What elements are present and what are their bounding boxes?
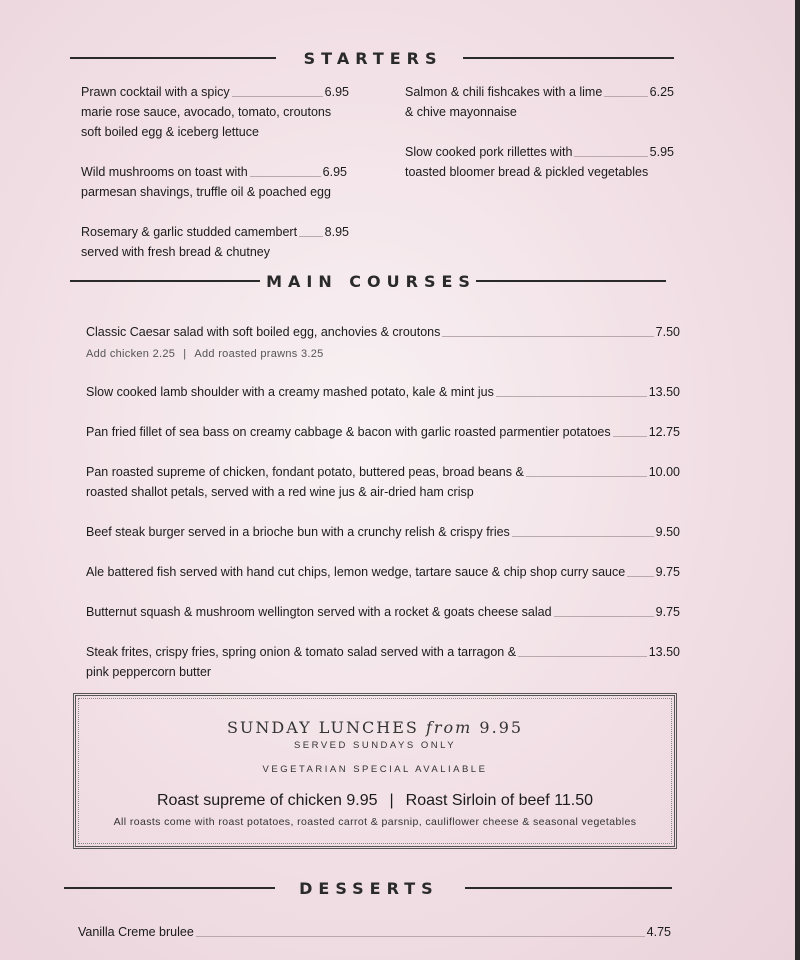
item-description: toasted bloomer bread & pickled vegetables (405, 165, 649, 179)
sunday-from-label: from (425, 718, 473, 737)
item-price: 6.95 (324, 85, 349, 99)
main-item (86, 422, 680, 442)
item-name: Salmon & chili fishcakes with a lime (405, 85, 603, 99)
dot-leader (526, 476, 647, 477)
dot-leader (627, 576, 653, 577)
item-description: soft boiled egg & iceberg lettuce (81, 125, 259, 139)
item-name: Pan fried fillet of sea bass on creamy cabbage & bacon with garlic roasted parmentier potatoes (86, 425, 611, 439)
desserts-heading (64, 876, 672, 900)
main-item (86, 562, 680, 582)
item-description: roasted shallot petals, served with a red wine jus & air-dried ham crisp (86, 485, 474, 499)
dot-leader (442, 336, 653, 337)
item-name: Steak frites, crispy fries, spring onion & tomato salad served with a tarragon & (86, 645, 517, 659)
heading-rule (476, 280, 666, 282)
item-name: Butternut squash & mushroom wellington served with a rocket & goats cheese salad (86, 605, 552, 619)
sunday-roasts (76, 792, 674, 810)
main-item (86, 522, 680, 542)
item-price: 9.75 (655, 565, 680, 579)
item-name: Pan roasted supreme of chicken, fondant potato, buttered peas, broad beans & (86, 465, 524, 479)
heading-rule (64, 887, 275, 889)
heading-rule (465, 887, 672, 889)
sunday-lunch-box (73, 693, 677, 849)
sunday-vegetarian: VEGETARIAN SPECIAL AVALIABLE (262, 764, 488, 775)
sunday-title (76, 718, 674, 737)
sunday-title-text: SUNDAY LUNCHES (226, 718, 419, 737)
starter-item (81, 82, 349, 142)
item-price: 7.50 (655, 325, 680, 339)
dot-leader (512, 536, 654, 537)
item-price: 13.50 (648, 385, 680, 399)
dot-leader (250, 176, 321, 177)
item-description: parmesan shavings, truffle oil & poached egg (81, 185, 331, 199)
main-item (86, 322, 680, 364)
dot-leader (196, 936, 645, 937)
item-name: Classic Caesar salad with soft boiled egg, anchovies & croutons (86, 325, 441, 339)
item-price: 5.95 (649, 145, 674, 159)
item-price: 4.75 (646, 925, 671, 939)
dot-leader (518, 656, 647, 657)
heading-rule (70, 57, 276, 59)
sunday-note: All roasts come with roast potatoes, roasted carrot & parsnip, cauliflower cheese & seasonal vegetables (113, 816, 637, 828)
item-description: served with fresh bread & chutney (81, 245, 270, 259)
item-description: pink peppercorn butter (86, 665, 212, 679)
item-name: Rosemary & garlic studded camembert (81, 225, 298, 239)
main-item (86, 462, 680, 502)
starter-item (405, 142, 674, 182)
starter-item (81, 162, 347, 202)
item-description: marie rose sauce, avocado, tomato, croutons (81, 105, 332, 119)
sunday-from-price: 9.95 (479, 718, 524, 737)
item-price: 13.50 (648, 645, 680, 659)
item-price: 12.75 (648, 425, 680, 439)
addon-chicken: Add chicken 2.25 (86, 348, 176, 360)
roast-chicken: Roast supreme of chicken 9.95 (156, 792, 378, 809)
item-name: Slow cooked lamb shoulder with a creamy mashed potato, kale & mint jus (86, 385, 494, 399)
addon-separator: | (183, 348, 187, 360)
main-item (86, 382, 680, 402)
roast-divider: | (389, 792, 394, 809)
mains-title: MAIN COURSES (266, 271, 476, 291)
addon-prawns: Add roasted prawns 3.25 (194, 348, 324, 360)
item-price: 9.50 (655, 525, 680, 539)
dessert-item (78, 922, 671, 942)
dot-leader (554, 616, 654, 617)
starter-item (405, 82, 674, 122)
page-edge (795, 0, 800, 960)
item-description: & chive mayonnaise (405, 105, 517, 119)
item-price: 8.95 (324, 225, 349, 239)
item-name: Wild mushrooms on toast with (81, 165, 248, 179)
item-name: Vanilla Creme brulee (78, 925, 194, 939)
starters-heading (70, 46, 674, 70)
item-name: Ale battered fish served with hand cut chips, lemon wedge, tartare sauce & chip shop curry sauce (86, 565, 626, 579)
desserts-title: DESSERTS (299, 878, 439, 898)
dot-leader (604, 96, 647, 97)
heading-rule (70, 280, 260, 282)
dot-leader (232, 96, 323, 97)
item-name: Slow cooked pork rillettes with (405, 145, 573, 159)
main-item (86, 642, 680, 682)
item-price: 6.25 (649, 85, 674, 99)
dot-leader (574, 156, 647, 157)
dot-leader (299, 236, 323, 237)
starter-item (81, 222, 349, 262)
dot-leader (496, 396, 647, 397)
item-name: Prawn cocktail with a spicy (81, 85, 230, 99)
starters-title: STARTERS (303, 48, 443, 68)
heading-rule (463, 57, 674, 59)
roast-beef: Roast Sirloin of beef 11.50 (405, 792, 594, 809)
mains-heading (70, 269, 666, 293)
item-price: 9.75 (655, 605, 680, 619)
dot-leader (613, 436, 647, 437)
item-price: 6.95 (322, 165, 347, 179)
item-name: Beef steak burger served in a brioche bun with a crunchy relish & crispy fries (86, 525, 510, 539)
main-item (86, 602, 680, 622)
item-price: 10.00 (648, 465, 680, 479)
sunday-served: SERVED SUNDAYS ONLY (293, 740, 457, 751)
item-addons (86, 344, 680, 364)
